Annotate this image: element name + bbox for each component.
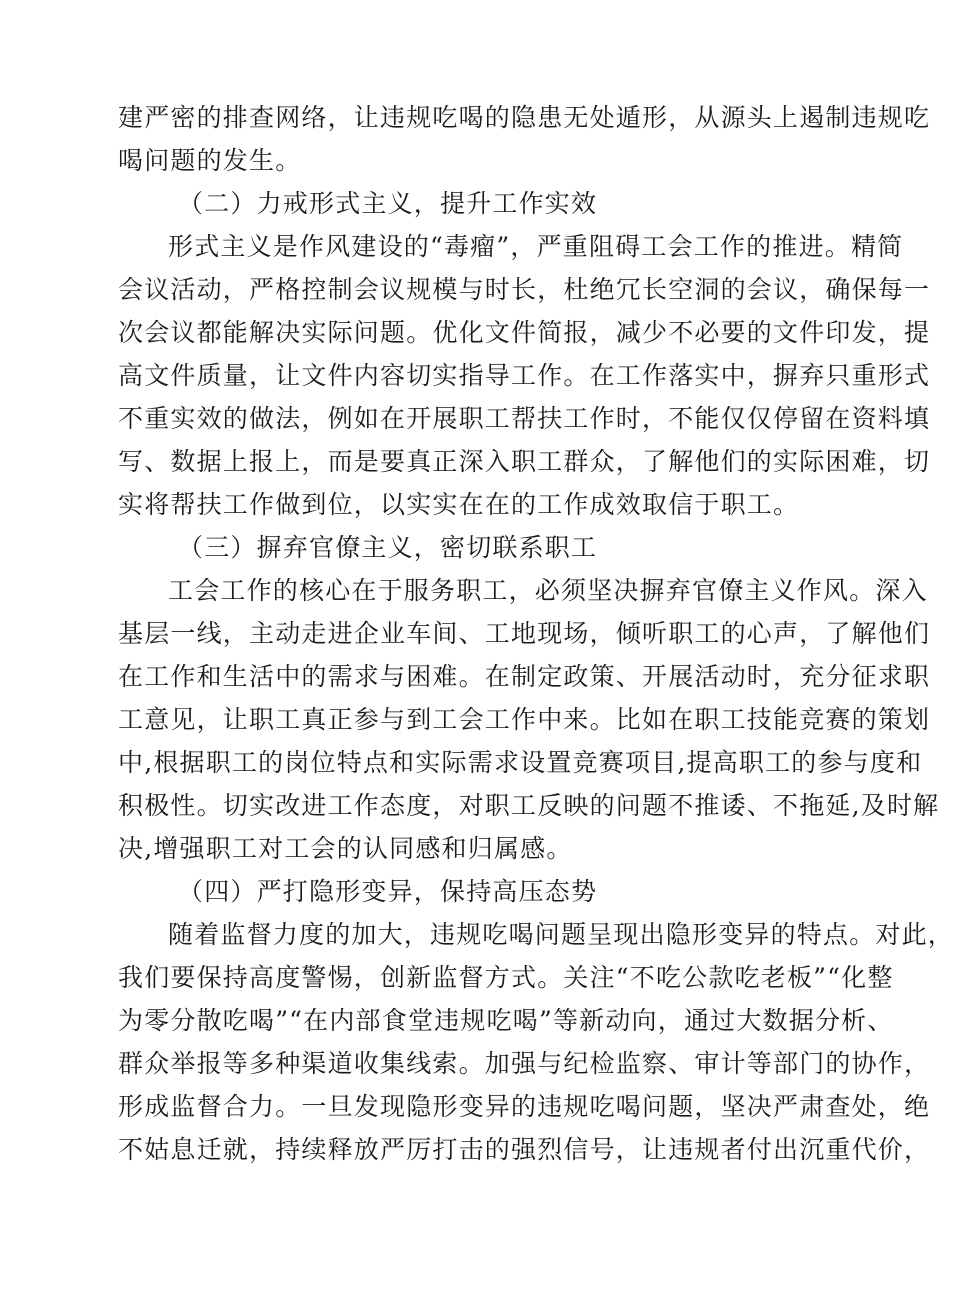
body-text-line: 为零分散吃喝”“在内部食堂违规吃喝”等新动向，通过大数据分析、 <box>118 1006 894 1035</box>
body-text-line: 会议活动，严格控制会议规模与时长，杜绝冗长空洞的会议，确保每一 <box>118 275 931 304</box>
body-text-line: 喝问题的发生。 <box>118 146 302 175</box>
body-text-line: 次会议都能解决实际问题。优化文件简报，减少不必要的文件印发，提 <box>118 318 931 347</box>
body-text-line: 决,增强职工对工会的认同感和归属感。 <box>118 834 573 863</box>
body-text-line: 工会工作的核心在于服务职工，必须坚决摒弃官僚主义作风。深入 <box>168 576 928 605</box>
body-text-line: 高文件质量，让文件内容切实指导工作。在工作落实中，摒弃只重形式 <box>118 361 931 390</box>
body-text-line: 中,根据职工的岗位特点和实际需求设置竞赛项目,提高职工的参与度和 <box>118 748 923 777</box>
body-text-line: 基层一线，主动走进企业车间、工地现场，倾听职工的心声，了解他们 <box>118 619 931 648</box>
section-heading-2: （二）力戒形式主义，提升工作实效 <box>178 189 598 218</box>
body-text-line: 随着监督力度的加大，违规吃喝问题呈现出隐形变异的特点。对此， <box>168 920 954 949</box>
body-text-line: 在工作和生活中的需求与困难。在制定政策、开展活动时，充分征求职 <box>118 662 931 691</box>
body-text-line: 实将帮扶工作做到位，以实实在在的工作成效取信于职工。 <box>118 490 800 519</box>
section-heading-4: （四）严打隐形变异，保持高压态势 <box>178 877 598 906</box>
body-text-line: 我们要保持高度警惕，创新监督方式。关注“不吃公款吃老板”“化整 <box>118 963 894 992</box>
body-text-line: 不重实效的做法，例如在开展职工帮扶工作时，不能仅仅停留在资料填 <box>118 404 931 433</box>
body-text-line: 形成监督合力。一旦发现隐形变异的违规吃喝问题，坚决严肃查处，绝 <box>118 1092 931 1121</box>
body-text-line: 形式主义是作风建设的“毒瘤”，严重阻碍工会工作的推进。精简 <box>168 232 904 261</box>
body-text-line: 工意见，让职工真正参与到工会工作中来。比如在职工技能竞赛的策划 <box>118 705 931 734</box>
body-text-line: 写、数据上报上，而是要真正深入职工群众，了解他们的实际困难，切 <box>118 447 931 476</box>
body-text-line: 群众举报等多种渠道收集线索。加强与纪检监察、审计等部门的协作， <box>118 1049 931 1078</box>
body-text-line: 建严密的排查网络，让违规吃喝的隐患无处遁形，从源头上遏制违规吃 <box>118 103 931 132</box>
section-heading-3: （三）摒弃官僚主义，密切联系职工 <box>178 533 598 562</box>
body-text-line: 积极性。切实改进工作态度，对职工反映的问题不推诿、不拖延,及时解 <box>118 791 940 820</box>
body-text-line: 不姑息迁就，持续释放严厉打击的强烈信号，让违规者付出沉重代价， <box>118 1135 931 1164</box>
